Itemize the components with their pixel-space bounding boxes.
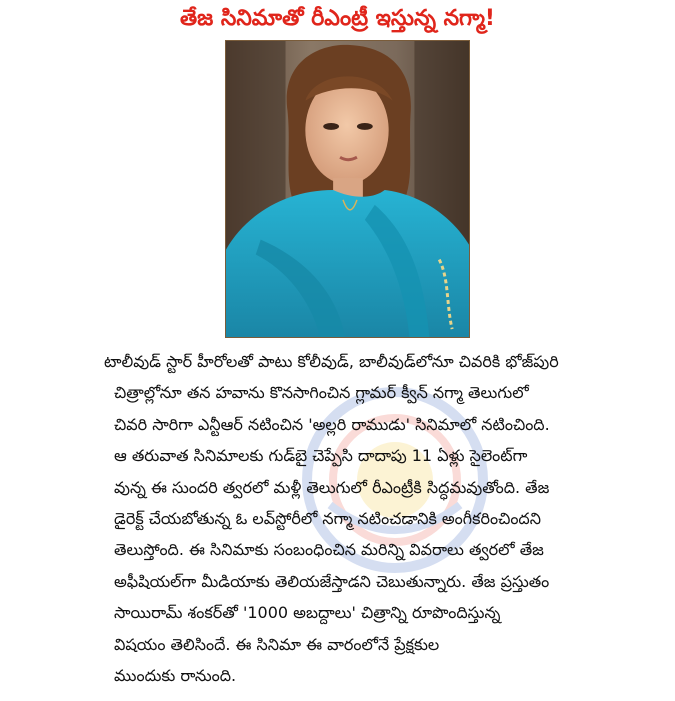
article-line: చివరి సారిగా ఎన్టీఆర్ నటించిన 'అల్లరి రాముడు' సినిమాలో నటించింది. xyxy=(114,414,550,434)
article-headline: తేజ సినిమాతో రీఎంట్రీ ఇస్తున్న నగ్మా! xyxy=(180,6,495,31)
article-line: ముందుకు రానుంది. xyxy=(114,665,237,685)
portrait-photo-icon xyxy=(226,41,469,337)
article-line: సాయిరామ్ శంకర్‌తో '1000 అబద్దాలు' చిత్రాన్ని రూపొందిస్తున్న xyxy=(114,603,501,623)
article-line: తెలుస్తోంది. ఈ సినిమాకు సంబంధించిన మరిన్ని వివరాలు త్వరలో తేజ xyxy=(114,540,544,560)
article-line: విషయం తెలిసిందే. ఈ సినిమా ఈ వారంలోనే ప్రేక్షకుల xyxy=(114,634,440,654)
article-line: డైరెక్ట్ చేయబోతున్న ఓ లవ్‌స్టోరీలో నగ్మా నటించడానికి అంగీకరించిందని xyxy=(114,508,541,528)
article-body xyxy=(0,346,675,691)
article-line: ఆ తరువాత సినిమాలకు గుడ్‌బై చెప్పేసి దాదాపు 11 ఏళ్లు సైలెంట్‌గా xyxy=(114,446,528,466)
article-line: అఫీషియల్‌గా మీడియాకు తెలియజేస్తాడని చెబుతున్నారు. తేజ ప్రస్తుతం xyxy=(114,571,550,591)
article-photo xyxy=(225,40,470,338)
article-line: చిత్రాల్లోనూ తన హవాను కొనసాగించిన గ్లామర్ క్వీన్ నగ్మా తెలుగులో xyxy=(114,383,529,403)
article-line: టాలీవుడ్ స్టార్ హీరోలతో పాటు కోలీవుడ్, బాలీవుడ్‌లోనూ చివరికి భోజ్‌పురి xyxy=(104,352,559,371)
article-line: వున్న ఈ సుందరి త్వరలో మళ్లీ తెలుగులో రీఎంట్రీకి సిద్ధమవుతోంది. తేజ xyxy=(114,477,550,497)
